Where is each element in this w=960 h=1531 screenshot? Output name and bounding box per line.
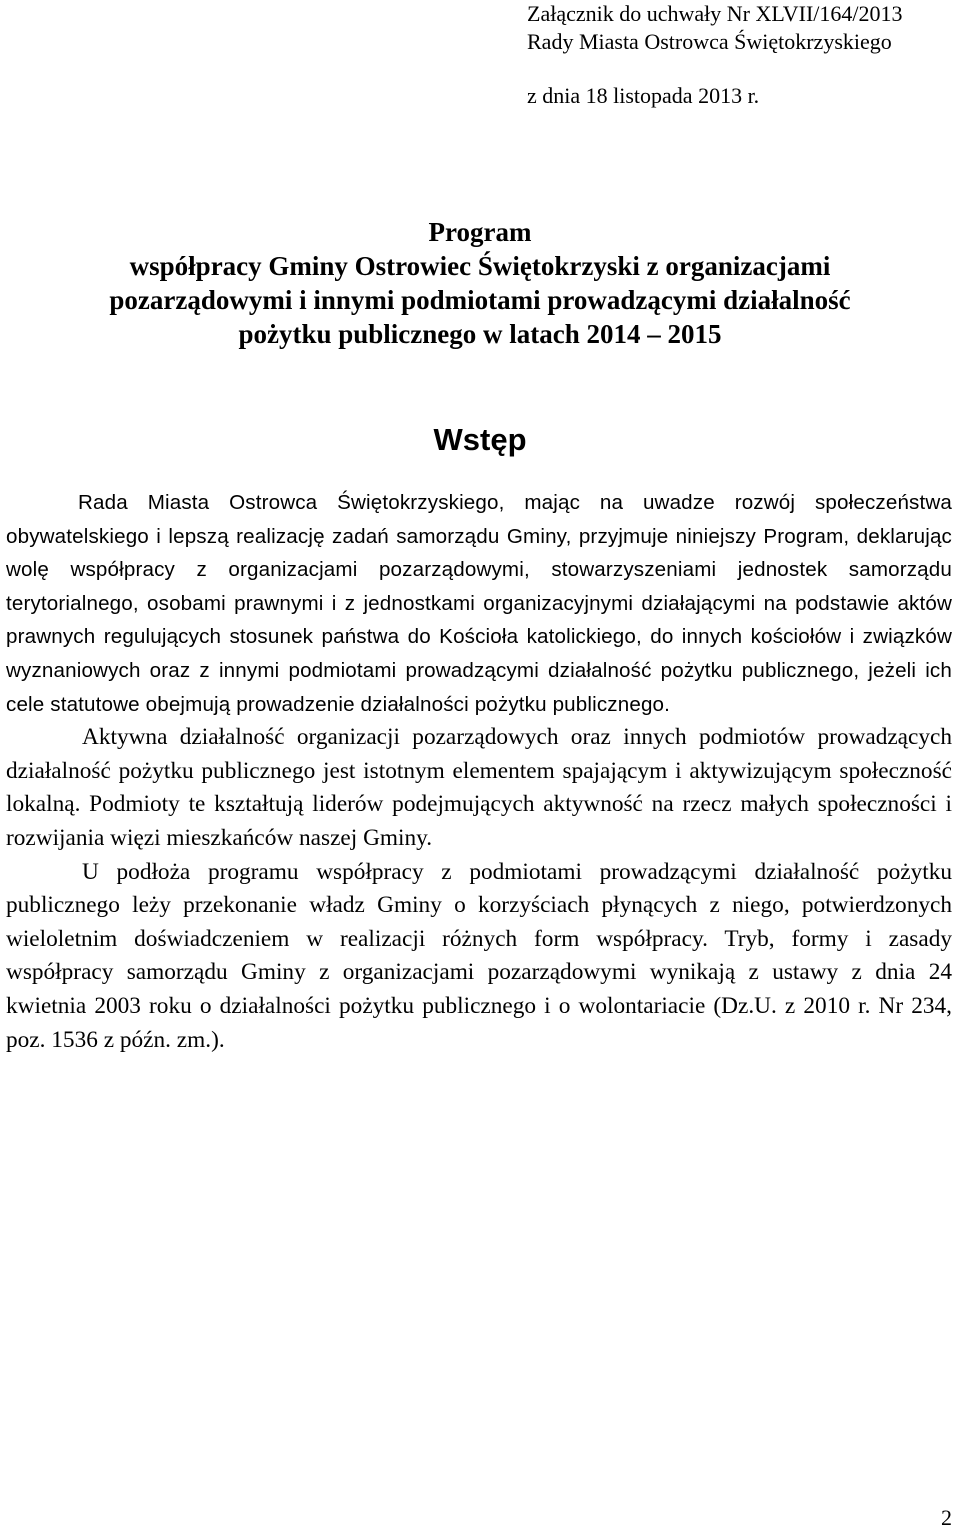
header-line-2: Rady Miasta Ostrowca Świętokrzyskiego — [527, 29, 892, 54]
paragraph-1: Rada Miasta Ostrowca Świętokrzyskiego, mając na uwadze rozwój społeczeństwa obywatelskiego i lepszą realizację zadań samorządu Gminy, przyjmuje niniejszy Program, deklarując wolę współpracy z organizacjami pozarządowymi, stowarzyszeniami jednostek samorządu terytorialnego, osobami prawnymi i z jednostkami organizacyjnymi działającymi na podstawie aktów prawnych regulujących stosunek państwa do Kościoła katolickiego, do innych kościołów i związków wyznaniowych oraz z innymi podmiotami prowadzącymi działalność pożytku publicznego, jeżeli ich cele statutowe obejmują prowadzenie działalności pożytku publicznego. — [6, 491, 952, 716]
title-line-4: pożytku publicznego w latach 2014 – 2015 — [238, 319, 722, 349]
section-heading: Wstęp — [433, 422, 527, 457]
title-line-2: współpracy Gminy Ostrowiec Świętokrzyski z organizacjami — [129, 251, 831, 281]
title-line-3: pozarządowymi i innymi podmiotami prowadzącymi działalność — [109, 285, 851, 315]
paragraph-3: U podłoża programu współpracy z podmiotami prowadzącymi działalność pożytku publicznego leży przekonanie władz Gminy o korzyściach płynących z niego, potwierdzonych wieloletnim doświadczeniem w realizacji różnych form współpracy. Tryb, formy i zasady współpracy samorządu Gminy z organizacjami pozarządowymi wynikają z ustawy z dnia 24 kwietnia 2003 roku o działalności pożytku publicznego i o wolontariacie (Dz.U. z 2010 r. Nr 234, poz. 1536 z późn. zm.). — [6, 858, 952, 1053]
resolution-header — [527, 0, 952, 110]
header-gap — [527, 56, 952, 82]
document-title — [0, 215, 960, 351]
paragraph-2: Aktywna działalność organizacji pozarządowych oraz innych podmiotów prowadzących działalność pożytku publicznego jest istotnym elementem spajającym i aktywizującym społeczność lokalną. Podmioty te kształtują liderów podejmujących aktywność na rzecz małych społeczności i rozwijania więzi mieszkańców naszej Gminy. — [6, 724, 952, 851]
page-number: 2 — [941, 1505, 952, 1530]
body-text — [6, 486, 952, 1057]
header-line-1: Załącznik do uchwały Nr XLVII/164/2013 — [527, 1, 903, 26]
title-line-1: Program — [428, 217, 532, 247]
header-date: z dnia 18 listopada 2013 r. — [527, 83, 760, 108]
